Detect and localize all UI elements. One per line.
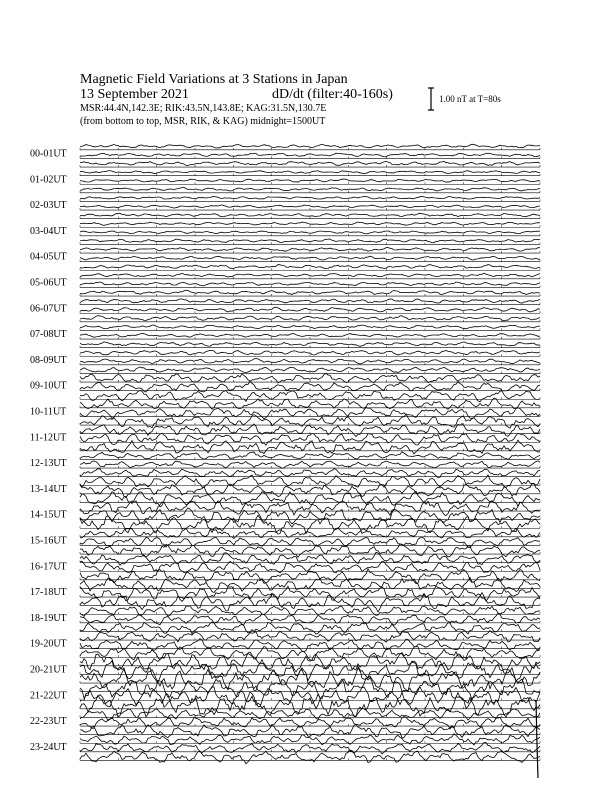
minute-ticks bbox=[80, 552, 540, 554]
minute-ticks bbox=[80, 182, 540, 184]
hour-label: 02-03UT bbox=[30, 200, 67, 212]
station-trace bbox=[80, 424, 540, 437]
station-trace bbox=[80, 153, 540, 157]
minute-ticks bbox=[80, 354, 540, 356]
minute-ticks bbox=[80, 346, 540, 348]
minute-ticks bbox=[80, 242, 540, 244]
station-trace bbox=[80, 631, 540, 643]
hour-label: 04-05UT bbox=[30, 251, 67, 263]
minute-ticks bbox=[80, 380, 540, 382]
hour-label: 07-08UT bbox=[30, 329, 67, 341]
minute-ticks bbox=[80, 414, 540, 416]
hour-label: 06-07UT bbox=[30, 303, 67, 315]
station-trace bbox=[80, 742, 540, 754]
minute-ticks bbox=[80, 328, 540, 330]
chart-date: 13 September 2021 bbox=[80, 87, 189, 102]
minute-ticks bbox=[80, 690, 540, 692]
station-trace bbox=[80, 205, 540, 208]
hour-label: 00-01UT bbox=[30, 148, 67, 160]
minute-ticks bbox=[80, 199, 540, 201]
scale-label: 1.00 nT at T=80s bbox=[439, 94, 501, 104]
station-trace bbox=[80, 273, 540, 277]
minute-ticks bbox=[80, 285, 540, 287]
hour-label: 20-21UT bbox=[30, 664, 67, 676]
station-trace bbox=[80, 501, 540, 516]
minute-ticks bbox=[80, 337, 540, 339]
station-trace bbox=[80, 282, 540, 286]
hour-label: 19-20UT bbox=[30, 638, 67, 650]
station-trace bbox=[80, 750, 540, 763]
station-trace bbox=[80, 179, 540, 182]
hour-label: 05-06UT bbox=[30, 277, 67, 289]
station-trace bbox=[80, 537, 540, 547]
chart-filter: dD/dt (filter:40-160s) bbox=[272, 87, 393, 102]
hour-label: 22-23UT bbox=[30, 716, 67, 728]
station-trace bbox=[80, 333, 540, 337]
minute-ticks bbox=[80, 758, 540, 760]
chart-title: Magnetic Field Variations at 3 Stations in Japan bbox=[80, 72, 348, 87]
hour-label: 23-24UT bbox=[30, 741, 67, 753]
station-trace bbox=[80, 248, 540, 252]
hour-label: 10-11UT bbox=[30, 406, 67, 418]
hour-label: 09-10UT bbox=[30, 380, 67, 392]
station-trace bbox=[80, 307, 540, 312]
station-trace bbox=[80, 717, 540, 729]
minute-ticks bbox=[80, 475, 540, 477]
hour-label: 13-14UT bbox=[30, 483, 67, 495]
minute-ticks bbox=[80, 225, 540, 227]
hour-label: 11-12UT bbox=[30, 432, 67, 444]
station-trace bbox=[80, 325, 540, 329]
hour-label: 03-04UT bbox=[30, 225, 67, 237]
minute-ticks bbox=[80, 707, 540, 709]
minute-ticks bbox=[80, 423, 540, 425]
station-trace bbox=[80, 187, 540, 191]
minute-ticks bbox=[80, 672, 540, 674]
minute-ticks bbox=[80, 543, 540, 545]
minute-ticks bbox=[80, 371, 540, 373]
station-trace bbox=[80, 407, 540, 419]
scale-bar bbox=[428, 88, 434, 110]
hour-label: 01-02UT bbox=[30, 174, 67, 186]
minute-ticks bbox=[80, 174, 540, 176]
minute-ticks bbox=[80, 320, 540, 322]
minute-ticks bbox=[80, 234, 540, 236]
station-trace bbox=[80, 213, 540, 217]
station-order-note: (from bottom to top, MSR, RIK, & KAG) midnight=1500UT bbox=[80, 116, 326, 127]
minute-ticks bbox=[80, 363, 540, 365]
station-trace bbox=[80, 724, 540, 738]
minute-ticks bbox=[80, 165, 540, 167]
station-trace bbox=[80, 239, 540, 243]
hour-label: 12-13UT bbox=[30, 458, 67, 470]
hour-label: 17-18UT bbox=[30, 587, 67, 599]
minute-ticks bbox=[80, 148, 540, 150]
hour-label: 16-17UT bbox=[30, 561, 67, 573]
hour-label: 08-09UT bbox=[30, 354, 67, 366]
minute-ticks bbox=[80, 638, 540, 640]
minute-ticks bbox=[80, 208, 540, 210]
station-trace bbox=[80, 652, 540, 673]
minute-ticks bbox=[80, 217, 540, 219]
station-trace bbox=[80, 265, 540, 269]
station-trace bbox=[80, 433, 540, 445]
minute-ticks bbox=[80, 191, 540, 193]
minute-ticks bbox=[80, 156, 540, 158]
station-coordinates: MSR:44.4N,142.3E; RIK:43.5N,143.8E; KAG:31.5N,130.7E bbox=[80, 103, 327, 114]
minute-ticks bbox=[80, 492, 540, 494]
hour-label: 15-16UT bbox=[30, 535, 67, 547]
hour-label: 18-19UT bbox=[30, 612, 67, 624]
station-trace bbox=[80, 171, 540, 174]
station-trace bbox=[80, 196, 540, 199]
hour-label: 21-22UT bbox=[30, 690, 67, 702]
minute-ticks bbox=[80, 311, 540, 313]
minute-ticks bbox=[80, 251, 540, 253]
station-trace bbox=[80, 161, 540, 165]
minute-ticks bbox=[80, 294, 540, 296]
hour-label: 14-15UT bbox=[30, 509, 67, 521]
minute-ticks bbox=[80, 268, 540, 270]
station-trace bbox=[80, 222, 540, 225]
minute-ticks bbox=[80, 303, 540, 305]
station-trace bbox=[80, 256, 540, 260]
minute-ticks bbox=[80, 621, 540, 623]
station-trace bbox=[80, 144, 540, 148]
station-trace bbox=[80, 390, 540, 401]
station-trace bbox=[80, 622, 540, 634]
station-trace bbox=[80, 231, 540, 234]
minute-ticks bbox=[80, 569, 540, 571]
station-trace bbox=[80, 299, 540, 303]
minute-ticks bbox=[80, 595, 540, 597]
minute-ticks bbox=[80, 500, 540, 502]
station-trace bbox=[80, 613, 540, 625]
minute-ticks bbox=[80, 277, 540, 279]
